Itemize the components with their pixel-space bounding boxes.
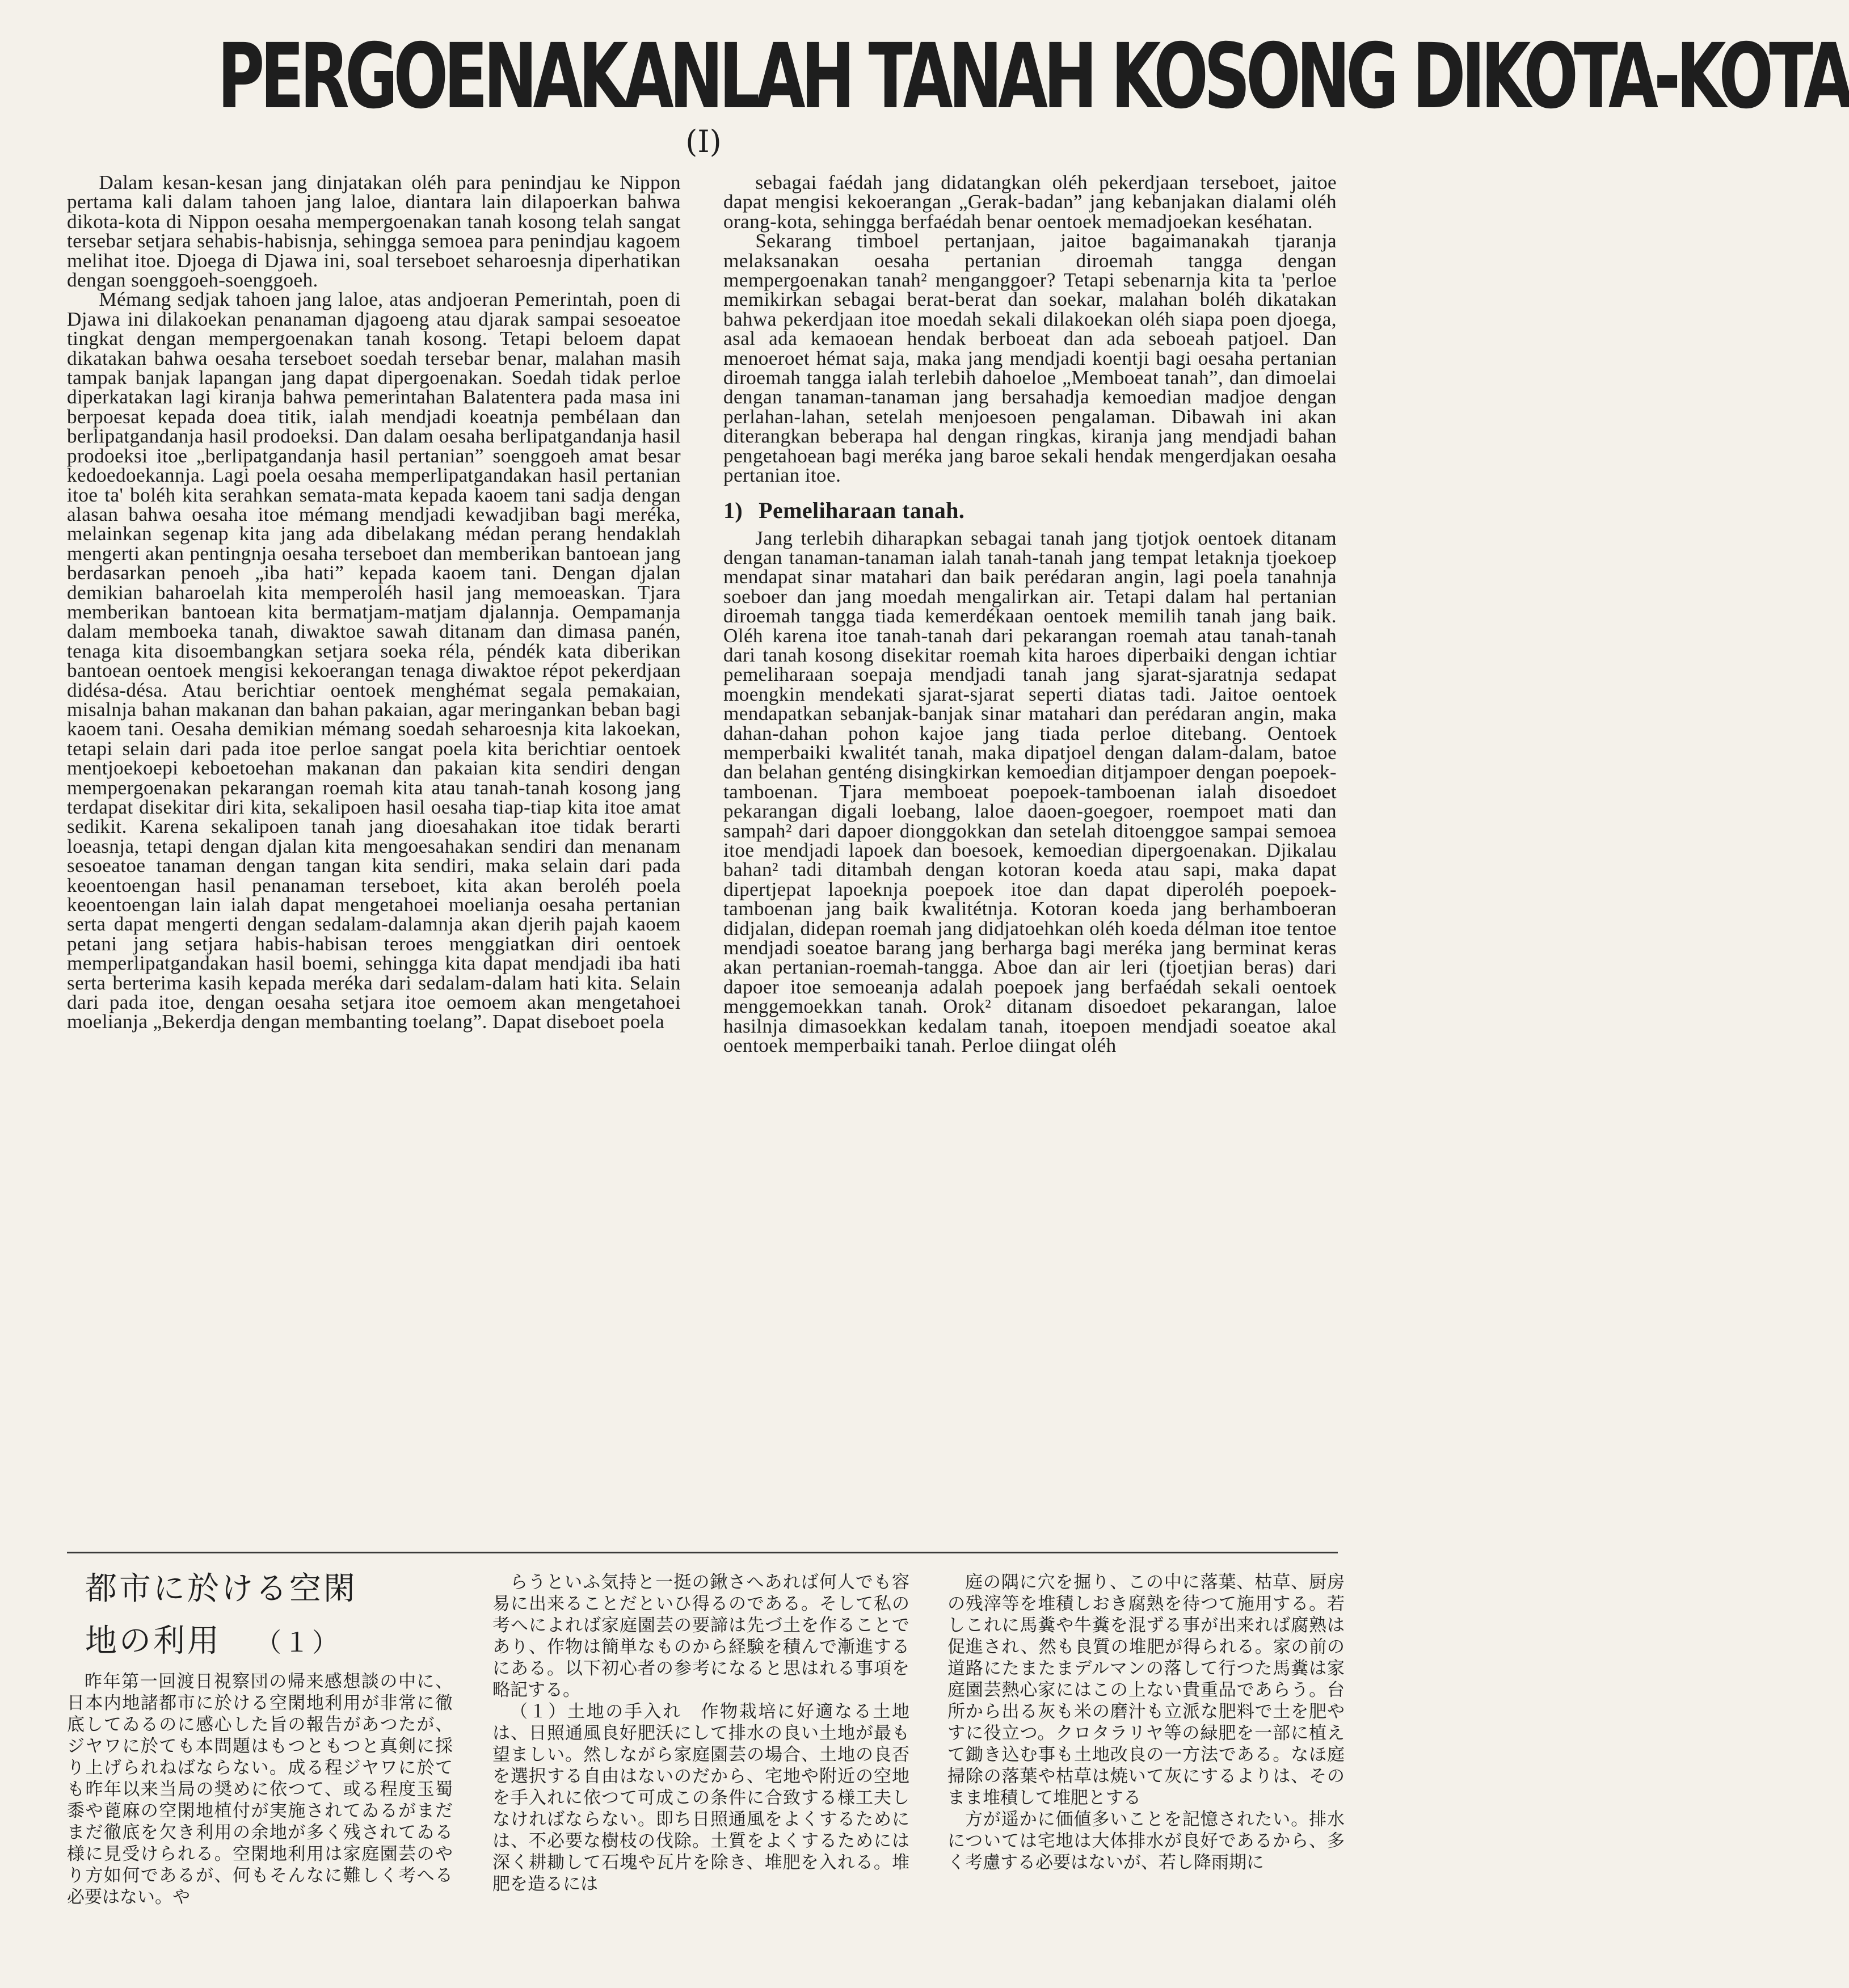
japanese-title-line-2	[85, 1615, 426, 1669]
paragraph: Sekarang timboel pertanjaan, jaitoe bagaimanakah tjaranja melaksanakan oesaha pertanian diroemah tangga dengan mempergoenakan tanah² menganggoer? Tetapi sebenarnja kita ta 'perloe memikirkan sebagai berat-berat dan soekar, malahan boléh dikatakan bahwa pekerdjaan itoe moedah sekali dilakoekan oléh siapa poen djoega, asal ada kemaoean hendak berboeat dan ada seboeah patjoel. Dan menoeroet hémat saja, maka jang mendjadi koentji bagi oesaha pertanian diroemah tangga ialah terlebih dahoeloe „Memboeat tanah”, dan dimoelai dengan tanaman-tanaman jang bersahadja kemoedian madjoe dengan perlahan-lahan, setelah menjoesoen pengalaman. Dibawah ini akan diterangkan beberapa hal dengan ringkas, kiranja jang mendjadi bahan pengetahoean bagi meréka jang baroe sekali hendak mengerdjakan oesaha pertanian itoe.	[723, 230, 1337, 487]
right-column	[723, 173, 1337, 1546]
japanese-column-right	[947, 1572, 1345, 1957]
japanese-column-left	[67, 1671, 453, 1955]
section-heading	[723, 498, 1337, 523]
japanese-paragraph: 方が遥かに価値多いことを記憶されたい。排水については宅地は大体排水が良好であるから、多く考慮する必要はないが、若し降雨期に	[947, 1809, 1345, 1873]
japanese-paragraph: らうといふ気持と一挺の鍬さへあれば何人でも容易に出来ることだといひ得るのである。そして私の考へによれば家庭園芸の要諦は先づ土を作ることであり、作物は簡単なものから経験を積んで漸進するにある。以下初心者の参考になると思はれる事項を略記する。	[492, 1572, 909, 1700]
japanese-title-line-1: 都市に於ける空閑	[85, 1570, 357, 1607]
section-title: Pemeliharaan tanah.	[759, 497, 965, 523]
paragraph: Jang terlebih diharapkan sebagai tanah jang tjotjok oentoek ditanam dengan tanaman-tanaman ialah tanah-tanah jang tempat letaknja tjoekoep mendapat sinar matahari dan baik perédaran angin, lagi poela tanahnja soeboer dan jang moedah mengalirkan air. Tetapi dalam hal pertanian diroemah tangga tiada kemerdékaan oentoek memilih tanah jang baik. Oléh karena itoe tanah-tanah dari pekarangan roemah atau tanah-tanah dari tanah kosong disekitar roemah kita haroes diperbaiki dengan ichtiar pemeliharaan soepaja mendjadi tanah jang sjarat-sjaratnja sedapat moengkin mendekati sjarat-sjarat seperti diatas tadi. Jaitoe oentoek mendapatkan sebanjak-banjak sinar matahari dan perédaran angin, maka dahan-dahan pohon kajoe jang tiada perloe ditebang. Oentoek memperbaiki kwalitét tanah, maka dipatjoel dengan dalam-dalam, batoe dan belahan genténg disingkirkan kemoedian ditjampoer dengan poepoek-tamboenan. Tjara memboeat poepoek-tamboenan ialah disoedoet pekarangan digali loebang, laloe daoen-goegoer, roempoet mati dan sampah² dari dapoer dionggokkan dan setelah ditoenggoe sampai semoea itoe mendjadi lapoek dan boesoek, kemoedian dipergoenakan. Djikalau bahan² tadi ditambah dengan kotoran koeda atau sapi, maka dapat dipertjepat lapoeknja poepoek itoe dan dapat diperoléh poepoek-tamboenan jang baik kwalitétnja. Kotoran koeda jang berhamboeran didjalan, didepan roemah jang didjatoehkan oléh koeda délman itoe tentoe mendjadi soeatoe barang jang berharga bagi meréka jang berminat keras akan pertanian-roemah-tangga. Aboe dan air leri (tjoetjian beras) dari dapoer itoe semoeanja adalah poepoek jang berfaédah sekali oentoek menggemoekkan tanah. Orok² ditanam disoedoet pekarangan, laloe hasilnja dimasoekkan kedalam tanah, itoepoen mendjadi soeatoe akal oentoek memperbaiki tanah. Perloe diingat oléh	[723, 527, 1337, 1057]
headline: PERGOENAKANLAH TANAH KOSONG DIKOTA-KOTA	[217, 24, 1849, 129]
japanese-title	[85, 1563, 426, 1669]
left-column	[67, 173, 681, 1546]
japanese-paragraph: （１）土地の手入れ 作物栽培に好適なる土地は、日照通風良好肥沃にして排水の良い土地が最も望ましい。然しながら家庭園芸の場合、土地の良否を選択する自由はないのだから、宅地や附近の空地を手入れに依つて可成この条件に合致する様工夫しなければならない。即ち日照通風をよくするためには、不必要な樹枝の伐除。土質をよくするためには深く耕耡して石塊や瓦片を除き、堆肥を入れる。堆肥を造るには	[492, 1701, 909, 1894]
japanese-paragraph: 昨年第一回渡日視察団の帰来感想談の中に、日本内地諸都市に於ける空閑地利用が非常に徹底してゐるのに感心した旨の報告があつたが、ジヤワに於ても本問題はもつともつと真剣に採り上げられねばならない。成る程ジヤワに於ても昨年以来当局の奨めに依つて、或る程度玉蜀黍や蓖麻の空閑地植付が実施されてゐるがまだまだ徹底を欠き利用の余地が多く残されてゐる様に見受けられる。空閑地利用は家庭園芸のやり方如何であるが、何もそんなに難しく考へる必要はない。や	[67, 1671, 453, 1907]
paragraph: Dalam kesan-kesan jang dinjatakan oléh para penindjau ke Nippon pertama kali dalam tahoen jang laloe, diantara lain dilapoerkan bahwa dikota-kota di Nippon oesaha mempergoenakan tanah kosong telah sangat tersebar setjara sehabis-habisnja, sehingga semoea para penindjau kagoem melihat itoe. Djoega di Djawa ini, soal terseboet seharoesnja diperhatikan dengan soenggoeh-soenggoeh.	[67, 171, 681, 292]
section-number: 1)	[723, 497, 743, 523]
part-number: (I)	[685, 124, 722, 159]
paragraph: Mémang sedjak tahoen jang laloe, atas andjoeran Pemerintah, poen di Djawa ini dilakoekan penanaman djagoeng atau djarak sampai sesoeatoe tingkat dengan mempergoenakan tanah kosong. Tetapi beloem dapat dikatakan bahwa oesaha terseboet soedah tersebar benar, malahan masih tampak banjak lapangan jang dapat dipergoenakan. Soedah tidak perloe diperkatakan lagi kiranja bahwa pemerintahan Balatentera pada masa ini berpoesat kepada doea titik, ialah mendjadi koeatnja pembélaan dan berlipatgandanja hasil prodoeksi. Dan dalam oesaha berlipatgandanja hasil prodoeksi itoe „berlipatgandanja hasil pertanian” soenggoeh amat besar kedoedoekannja. Lagi poela oesaha memperlipatgandakan hasil pertanian itoe ta' boléh kita serahkan semata-mata kepada kaoem tani sadja dengan alasan bahwa oesaha itoe mémang mendjadi kewadjiban bagi meréka, melainkan segenap kita jang ada dibelakang médan perang hendaklah mengerti akan pentingnja oesaha terseboet dan memberikan bantoean jang berdasarkan penoeh „iba hati” kepada kaoem tani. Dengan djalan demikian baharoelah kita memperoléh hasil jang memoeaskan. Tjara memberikan bantoean kita bermatjam-matjam djalannja. Oempamanja dalam memboeka tanah, diwaktoe sawah ditanam dan dimasa panén, tenaga kita disoembangkan setjara soeka réla, péndék kata diberikan bantoean oentoek mengisi kekoerangan tenaga diwaktoe répot pekerdjaan didésa-désa. Atau berichtiar oentoek menghémat segala pemakaian, misalnja bahan makanan dan bahan pakaian, agar meringankan beban bagi kaoem tani. Oesaha demikian mémang soedah seharoesnja kita lakoekan, tetapi selain dari pada itoe perloe sangat poela kita berichtiar oentoek mentjoekoepi keboetoehan makanan dan pakaian kita sendiri dengan mempergoenakan pekarangan roemah kita atau tanah-tanah kosong jang terdapat disekitar diri kita, sekalipoen hasil oesaha tiap-tiap kita itoe amat sedikit. Karena sekalipoen tanah jang dioesahakan itoe tidak berarti loeasnja, tetapi dengan djalan kita mengoesahakan sendiri dan menanam sesoeatoe tanaman dengan tangan kita sendiri, maka selain dari pada keoentoengan hasil penanaman terseboet, kita akan beroléh poela keoentoengan lain ialah dapat mengetahoei moelianja oesaha pertanian serta dapat mengerti dengan sedalam-dalamnja akan djerih pajah kaoem petani jang setjara habis-habisan teroes menggiatkan diri oentoek memperlipatgandakan hasil boemi, sehingga kita dapat mendjadi iba hati serta berterima kasih kepada meréka dari sedalam-dalam hati kita. Selain dari pada itoe, dengan oesaha setjara itoe oemoem akan mengetahoei moelianja „Bekerdja dengan membanting toelang”. Dapat diseboet poela	[67, 288, 681, 1033]
japanese-title-text: 地の利用	[85, 1623, 221, 1660]
paragraph: sebagai faédah jang didatangkan oléh pekerdjaan terseboet, jaitoe dapat mengisi kekoerangan „Gerak-badan” jang kebanjakan dialami oléh orang-kota, sehingga berfaédah benar oentoek memadjoekan keséhatan.	[723, 171, 1337, 233]
japanese-column-middle	[492, 1572, 909, 1957]
section-divider	[67, 1552, 1338, 1553]
japanese-part-number: （１）	[255, 1627, 340, 1658]
japanese-paragraph: 庭の隅に穴を掘り、この中に落葉、枯草、厨房の残滓等を堆積しおき腐熟を待つて施用する。若しこれに馬糞や牛糞を混ずる事が出来れば腐熟は促進され、然も良質の堆肥が得られる。家の前の道路にたまたまデルマンの落して行つた馬糞は家庭園芸熱心家にはこの上ない貴重品であらう。台所から出る灰も米の磨汁も立派な肥料で土を肥やすに役立つ。クロタラリヤ等の緑肥を一部に植えて鋤き込む事も土地改良の一方法である。なほ庭掃除の落葉や枯草は焼いて灰にするよりは、そのまま堆積して堆肥とする	[947, 1572, 1345, 1808]
